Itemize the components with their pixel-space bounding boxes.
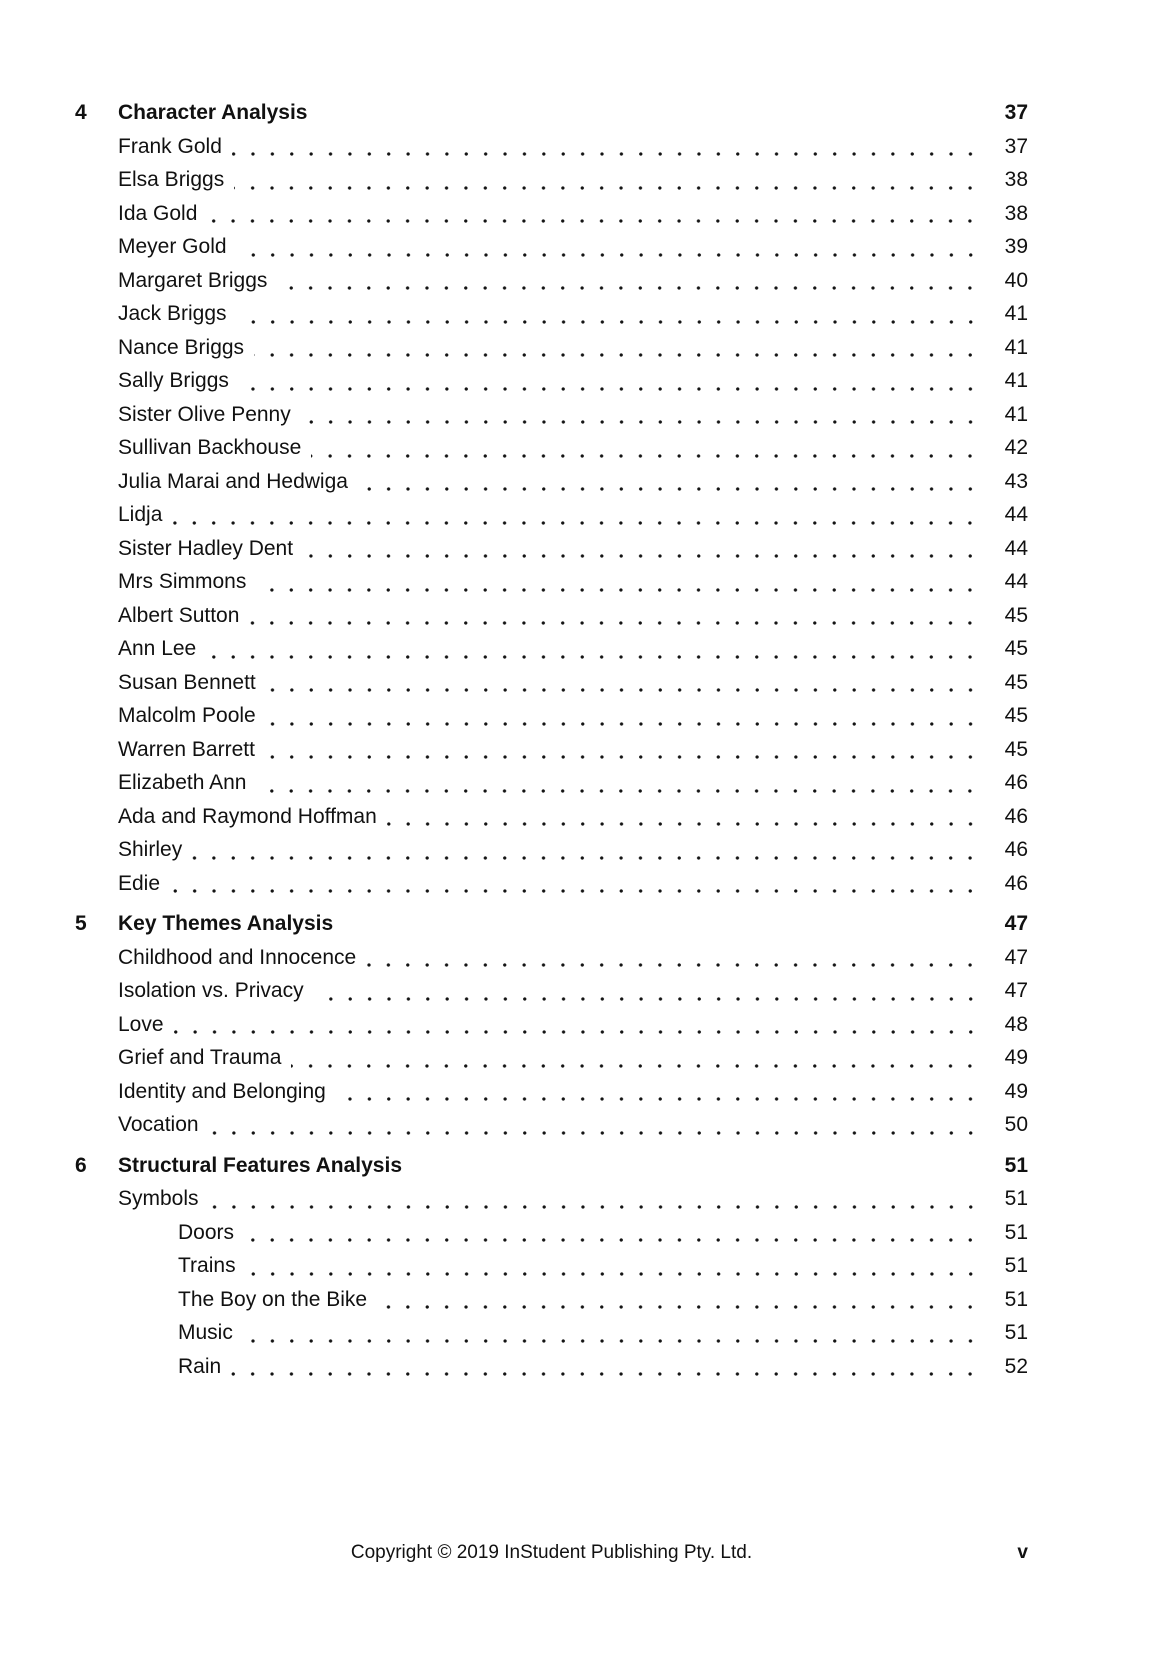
toc-entry[interactable] [75,867,1028,901]
entry-title: Doors [178,1220,235,1244]
toc-section-heading[interactable] [75,1149,1028,1183]
toc-entry[interactable] [75,163,1028,197]
entry-title: Symbols [118,1187,199,1210]
entry-page-number: 47 [1004,979,1028,1002]
dot-leader [377,1283,982,1317]
dot-leader [246,1249,982,1283]
dot-leader [266,666,982,700]
dot-leader [232,130,982,164]
section-title: Structural Features Analysis [118,1153,402,1177]
section-number: 5 [75,912,87,935]
dot-leader [387,800,982,834]
toc-section-heading[interactable] [75,907,1028,941]
dot-leader [314,974,982,1008]
entry-page-number: 45 [1004,670,1028,694]
toc-entry[interactable] [75,974,1028,1008]
entry-page-number: 42 [1004,436,1028,459]
entry-title: Sister Hadley Dent [118,536,294,560]
toc-entry[interactable] [75,833,1028,867]
toc-entry[interactable] [75,532,1028,566]
section-number: 6 [75,1153,87,1177]
dot-leader [366,941,982,975]
entry-page-number: 47 [1004,945,1028,969]
toc-section-heading[interactable] [75,96,1028,130]
entry-title: Grief and Trauma [118,1046,282,1069]
toc-entry[interactable] [75,565,1028,599]
entry-title: Elizabeth Ann [118,771,247,794]
toc-entry[interactable] [75,1316,1028,1350]
toc-entry[interactable] [75,766,1028,800]
entry-page-number: 41 [1004,302,1028,325]
toc-entry[interactable] [75,666,1028,700]
dot-leader [192,833,982,867]
dot-leader [209,1108,982,1142]
section-title: Key Themes Analysis [118,912,334,935]
entry-title: Childhood and Innocence [118,945,357,969]
dot-leader [234,163,982,197]
toc-entry[interactable] [75,1249,1028,1283]
toc-entry[interactable] [75,130,1028,164]
entry-page-number: 45 [1004,704,1028,727]
entry-title: Nance Briggs [118,335,245,359]
dot-leader [244,1216,982,1250]
entry-page-number: 44 [1004,536,1028,560]
entry-title: Sally Briggs [118,369,229,392]
entry-page-number: 51 [1004,1254,1028,1277]
toc-entry[interactable] [75,699,1028,733]
section-title: Character Analysis [118,101,308,124]
entry-title: Ada and Raymond Hoffman [118,804,377,828]
dot-leader [206,632,982,666]
entry-page-number: 51 [1004,1187,1028,1210]
entry-title: Jack Briggs [118,302,227,325]
toc-entry[interactable] [75,264,1028,298]
entry-page-number: 44 [1004,570,1028,593]
entry-page-number: 51 [1004,1220,1028,1244]
dot-leader [231,1350,982,1384]
entry-page-number: 52 [1004,1354,1028,1378]
toc-entry[interactable] [75,1075,1028,1109]
dot-leader [256,766,982,800]
dot-leader [301,398,982,432]
dot-leader [209,1182,982,1216]
entry-page-number: 45 [1004,737,1028,761]
dot-leader [239,364,982,398]
entry-title: Isolation vs. Privacy [118,979,304,1002]
entry-title: Shirley [118,838,183,861]
dot-leader [266,699,982,733]
entry-page-number: 37 [1004,134,1028,158]
entry-page-number: 45 [1004,637,1028,660]
table-of-contents [75,96,1028,1383]
toc-entry[interactable] [75,1008,1028,1042]
entry-page-number: 46 [1004,838,1028,861]
dot-leader [237,297,982,331]
toc-entry[interactable] [75,1108,1028,1142]
entry-page-number: 51 [1004,1287,1028,1311]
dot-leader [303,532,982,566]
dot-leader [174,1008,982,1042]
entry-title: Trains [178,1254,236,1277]
entry-title: Susan Bennett [118,670,256,694]
dot-leader [254,331,982,365]
entry-page-number: 48 [1004,1012,1028,1036]
copyright-text: Copyright © 2019 InStudent Publishing Pty. Ltd. [350,1542,753,1563]
section-page-number: 51 [1004,1153,1028,1177]
entry-title: Ann Lee [118,637,197,660]
entry-title: Rain [178,1354,222,1378]
entry-title: Identity and Belonging [118,1079,326,1103]
dot-leader [311,431,982,465]
entry-title: Albert Sutton [118,603,240,627]
section-page-number: 47 [1004,912,1028,935]
entry-page-number: 49 [1004,1046,1028,1069]
entry-title: Sister Olive Penny [118,402,291,426]
entry-page-number: 45 [1004,603,1028,627]
toc-entry[interactable] [75,431,1028,465]
toc-entry[interactable] [75,599,1028,633]
entry-page-number: 38 [1004,168,1028,191]
dot-leader [249,599,982,633]
entry-title: Ida Gold [118,201,198,225]
toc-entry[interactable] [75,197,1028,231]
toc-entry[interactable] [75,1350,1028,1384]
dot-leader [172,498,982,532]
entry-title: Warren Barrett [118,737,255,761]
toc-entry[interactable] [75,465,1028,499]
entry-page-number: 41 [1004,335,1028,359]
section-number: 4 [75,101,87,124]
entry-page-number: 44 [1004,503,1028,526]
entry-page-number: 51 [1004,1321,1028,1344]
entry-title: Music [178,1321,233,1344]
entry-title: Meyer Gold [118,235,227,258]
toc-entry[interactable] [75,1182,1028,1216]
entry-title: Margaret Briggs [118,268,268,292]
dot-leader [291,1041,982,1075]
entry-page-number: 43 [1004,469,1028,493]
toc-entry[interactable] [75,800,1028,834]
dot-leader [207,197,982,231]
entry-page-number: 41 [1004,369,1028,392]
entry-page-number: 39 [1004,235,1028,258]
dot-leader [256,565,982,599]
entry-page-number: 46 [1004,804,1028,828]
toc-entry[interactable] [75,733,1028,767]
entry-page-number: 50 [1004,1113,1028,1136]
entry-title: Vocation [118,1113,199,1136]
section-page-number: 37 [1004,101,1028,124]
toc-entry[interactable] [75,1283,1028,1317]
entry-title: Julia Marai and Hedwiga [118,469,348,493]
entry-title: The Boy on the Bike [178,1287,368,1311]
dot-leader [336,1075,982,1109]
page-footer [75,1538,1028,1568]
entry-title: Malcolm Poole [118,704,256,727]
entry-page-number: 46 [1004,771,1028,794]
page-number: v [1017,1542,1028,1563]
entry-title: Mrs Simmons [118,570,247,593]
toc-entry[interactable] [75,230,1028,264]
entry-title: Frank Gold [118,134,222,158]
entry-title: Edie [118,871,161,895]
entry-title: Elsa Briggs [118,168,225,191]
toc-entry[interactable] [75,1216,1028,1250]
toc-entry[interactable] [75,632,1028,666]
entry-page-number: 40 [1004,268,1028,292]
entry-title: Love [118,1012,164,1036]
toc-entry[interactable] [75,1041,1028,1075]
entry-title: Lidja [118,503,163,526]
entry-title: Sullivan Backhouse [118,436,302,459]
toc-entry[interactable] [75,398,1028,432]
dot-leader [277,264,982,298]
dot-leader [237,230,982,264]
toc-entry[interactable] [75,297,1028,331]
entry-page-number: 41 [1004,402,1028,426]
dot-leader [265,733,982,767]
toc-entry[interactable] [75,364,1028,398]
entry-page-number: 46 [1004,871,1028,895]
toc-entry[interactable] [75,941,1028,975]
toc-entry[interactable] [75,498,1028,532]
dot-leader [170,867,982,901]
toc-entry[interactable] [75,331,1028,365]
entry-page-number: 38 [1004,201,1028,225]
dot-leader [358,465,982,499]
entry-page-number: 49 [1004,1079,1028,1103]
dot-leader [243,1316,982,1350]
